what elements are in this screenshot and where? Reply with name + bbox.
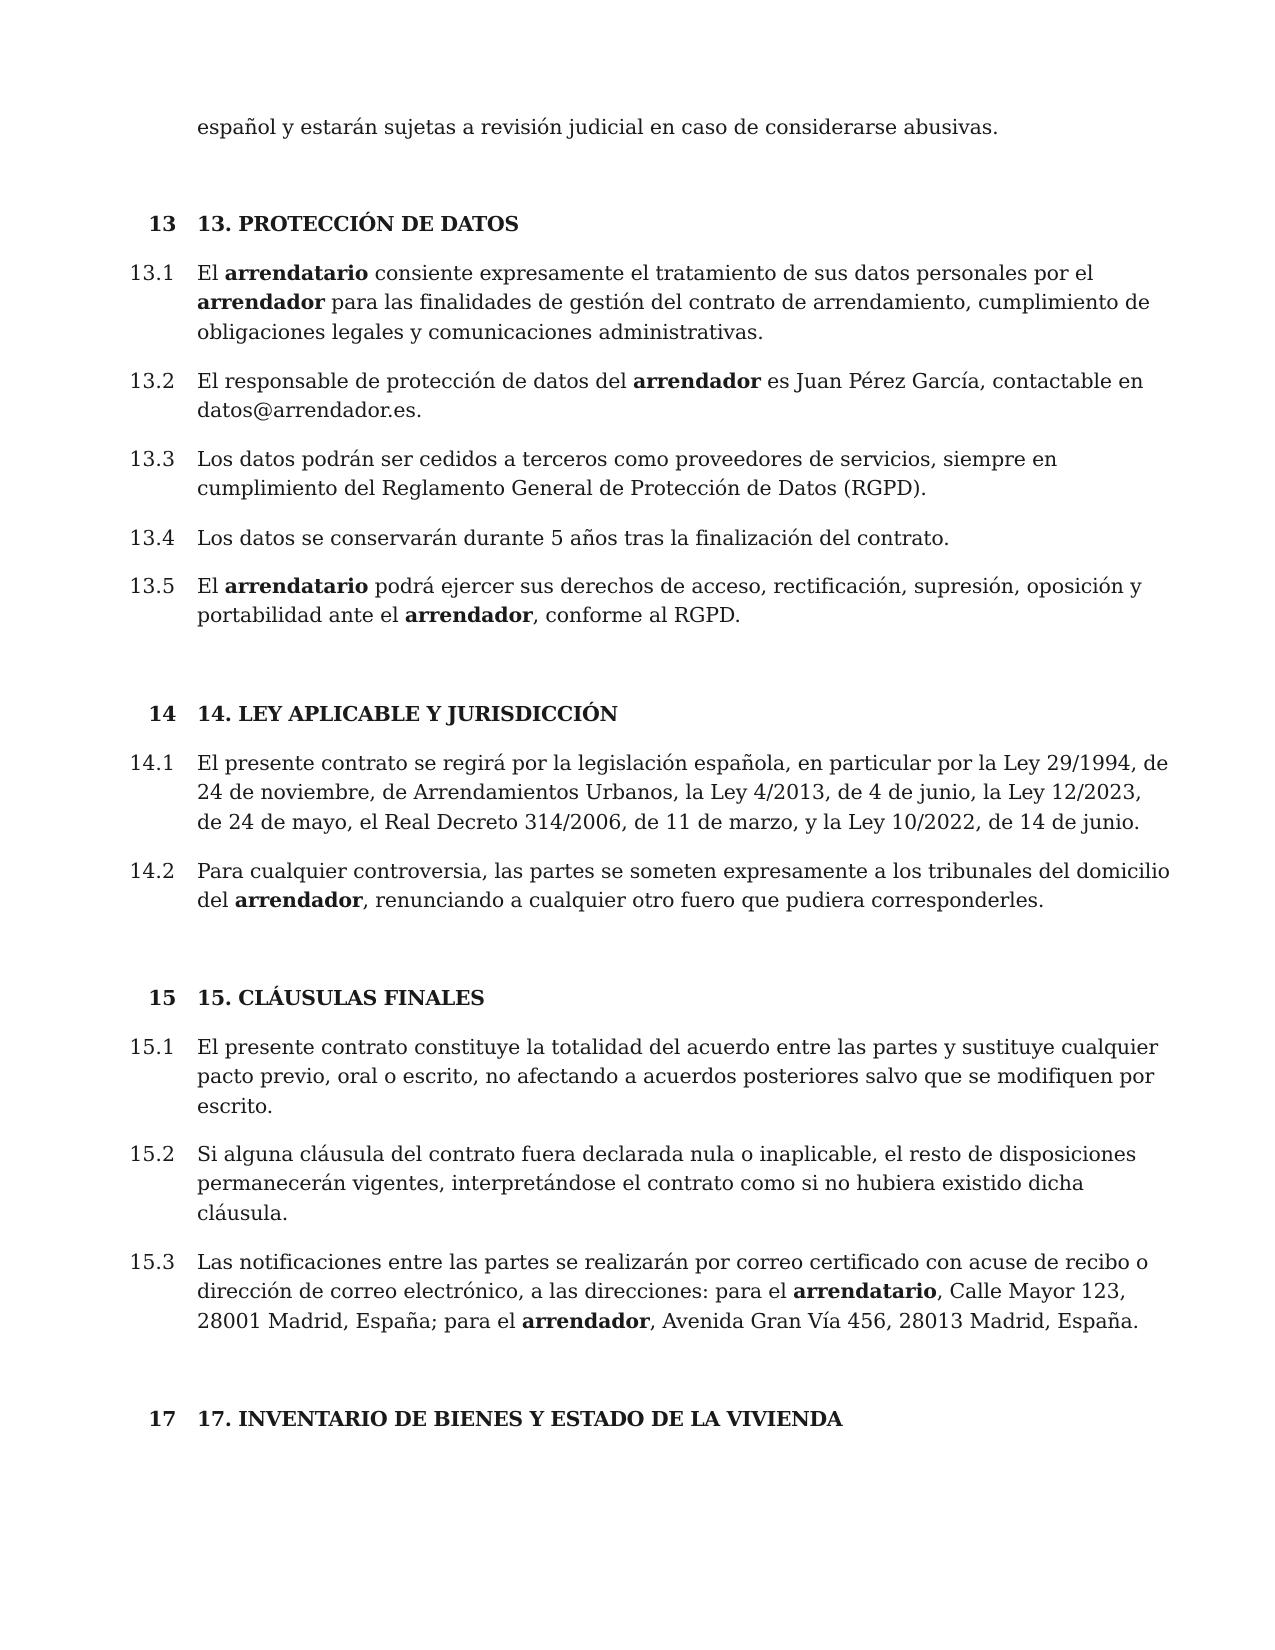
text-run: Los datos podrán ser cedidos a terceros como proveedores de servicios, siempre en	[197, 447, 1058, 471]
clause-text-line	[197, 1168, 1084, 1199]
section-title: 14. LEY APLICABLE Y JURISDICCIÓN	[197, 702, 618, 726]
text-run: El presente contrato se regirá por la legislación española, en particular por la Ley 29/1994, de	[197, 751, 1169, 775]
section-number: 14	[148, 702, 176, 726]
section-title: 15. CLÁUSULAS FINALES	[197, 986, 485, 1010]
text-run: El	[197, 261, 225, 285]
intro-line: español y estarán sujetas a revisión judicial en caso de considerarse abusivas.	[197, 115, 999, 139]
text-run: 24 de noviembre, de Arrendamientos Urbanos, la Ley 4/2013, de 4 de junio, la Ley 12/2023,	[197, 780, 1142, 805]
text-run: Los datos se conservarán durante 5 años tras la finalización del contrato.	[197, 526, 950, 550]
clause-text-line	[197, 777, 1142, 808]
text-run: datos@arrendador.es.	[197, 398, 423, 423]
clause-text-line	[197, 807, 1140, 838]
clause-number: 15.2	[129, 1142, 175, 1166]
clause-number: 15.3	[129, 1250, 175, 1274]
party-term: arrendatario	[793, 1279, 937, 1304]
clause-number: 15.1	[129, 1035, 175, 1059]
party-term: arrendador	[632, 369, 761, 393]
party-term: arrendatario	[224, 261, 369, 285]
clause-text-line	[197, 571, 1142, 602]
clause-text-line	[197, 1032, 1158, 1063]
section-number: 15	[148, 986, 176, 1010]
clause-text-line	[197, 1247, 1148, 1278]
clause-text-line	[197, 366, 1143, 397]
text-run: 28001 Madrid, España; para el	[197, 1308, 522, 1333]
clause-text-line	[197, 1139, 1136, 1170]
section-number: 13	[148, 212, 176, 236]
text-run: portabilidad ante el	[197, 603, 405, 628]
section-number: 17	[148, 1407, 176, 1431]
text-run: cumplimiento del Reglamento General de Protección de Datos (RGPD).	[197, 476, 927, 501]
clause-number: 13.1	[129, 261, 175, 285]
text-run: El responsable de protección de datos del	[197, 369, 633, 393]
text-run: Para cualquier controversia, las partes se someten expresamente a los tribunales del domicilio	[197, 859, 1170, 883]
clause-text-line	[197, 856, 1170, 887]
party-term: arrendador	[234, 888, 363, 913]
text-run: , Calle Mayor 123,	[936, 1279, 1126, 1304]
text-run: obligaciones legales y comunicaciones administrativas.	[197, 319, 764, 344]
party-term: arrendador	[521, 1308, 650, 1333]
text-run: del	[197, 888, 235, 913]
clause-number: 14.1	[129, 751, 175, 775]
text-run: para las finalidades de gestión del contrato de arrendamiento, cumplimiento de	[324, 290, 1150, 315]
clause-text-line	[197, 287, 1150, 318]
text-run: , renunciando a cualquier otro fuero que pudiera corresponderles.	[362, 888, 1045, 913]
text-run: , conforme al RGPD.	[532, 603, 741, 628]
clause-number: 13.2	[129, 369, 175, 393]
clause-number: 13.4	[129, 526, 175, 550]
clause-text-line	[197, 1198, 288, 1229]
text-run: El	[197, 574, 225, 598]
text-run: pacto previo, oral o escrito, no afectando a acuerdos posteriores salvo que se modifiquen por	[197, 1064, 1155, 1089]
clause-text-line	[197, 317, 764, 348]
clause-text-line	[197, 258, 1093, 289]
section-title: 17. INVENTARIO DE BIENES Y ESTADO DE LA VIVIENDA	[197, 1407, 843, 1431]
text-run: de 24 de mayo, el Real Decreto 314/2006, de 11 de marzo, y la Ley 10/2022, de 14 de junio.	[197, 809, 1140, 834]
clause-text-line	[197, 444, 1057, 475]
clause-number: 14.2	[129, 859, 175, 883]
text-run: cláusula.	[197, 1200, 289, 1225]
text-run: permanecerán vigentes, interpretándose el contrato como si no hubiera existido dicha	[197, 1171, 1084, 1196]
clause-text-line	[197, 395, 422, 426]
text-run: escrito.	[197, 1093, 274, 1118]
text-run: Si alguna cláusula del contrato fuera declarada nula o inaplicable, el resto de disposiciones	[197, 1142, 1137, 1166]
text-run: Las notificaciones entre las partes se realizarán por correo certificado con acuse de recibo o	[197, 1250, 1149, 1274]
text-run: El presente contrato constituye la totalidad del acuerdo entre las partes y sustituye cualquier	[197, 1035, 1159, 1059]
clause-text-line	[197, 1091, 273, 1122]
clause-text-line	[197, 523, 950, 554]
text-run: , Avenida Gran Vía 456, 28013 Madrid, España.	[649, 1308, 1139, 1333]
party-term: arrendatario	[224, 574, 369, 598]
clause-text-line	[197, 748, 1168, 779]
clause-text-line	[197, 600, 741, 631]
clause-text-line	[197, 885, 1044, 916]
text-run: consiente expresamente el tratamiento de sus datos personales por el	[368, 261, 1094, 285]
text-run: podrá ejercer sus derechos de acceso, rectificación, supresión, oposición y	[368, 574, 1142, 598]
text-run: es Juan Pérez García, contactable en	[760, 369, 1144, 393]
clause-number: 13.5	[129, 574, 175, 598]
party-term: arrendador	[404, 603, 533, 628]
section-title: 13. PROTECCIÓN DE DATOS	[197, 212, 519, 236]
party-term: arrendador	[197, 290, 325, 315]
clause-text-line	[197, 1276, 1126, 1307]
clause-number: 13.3	[129, 447, 175, 471]
text-run: dirección de correo electrónico, a las direcciones: para el	[197, 1279, 794, 1304]
clause-text-line	[197, 1306, 1139, 1337]
clause-text-line	[197, 473, 927, 504]
clause-text-line	[197, 1061, 1154, 1092]
